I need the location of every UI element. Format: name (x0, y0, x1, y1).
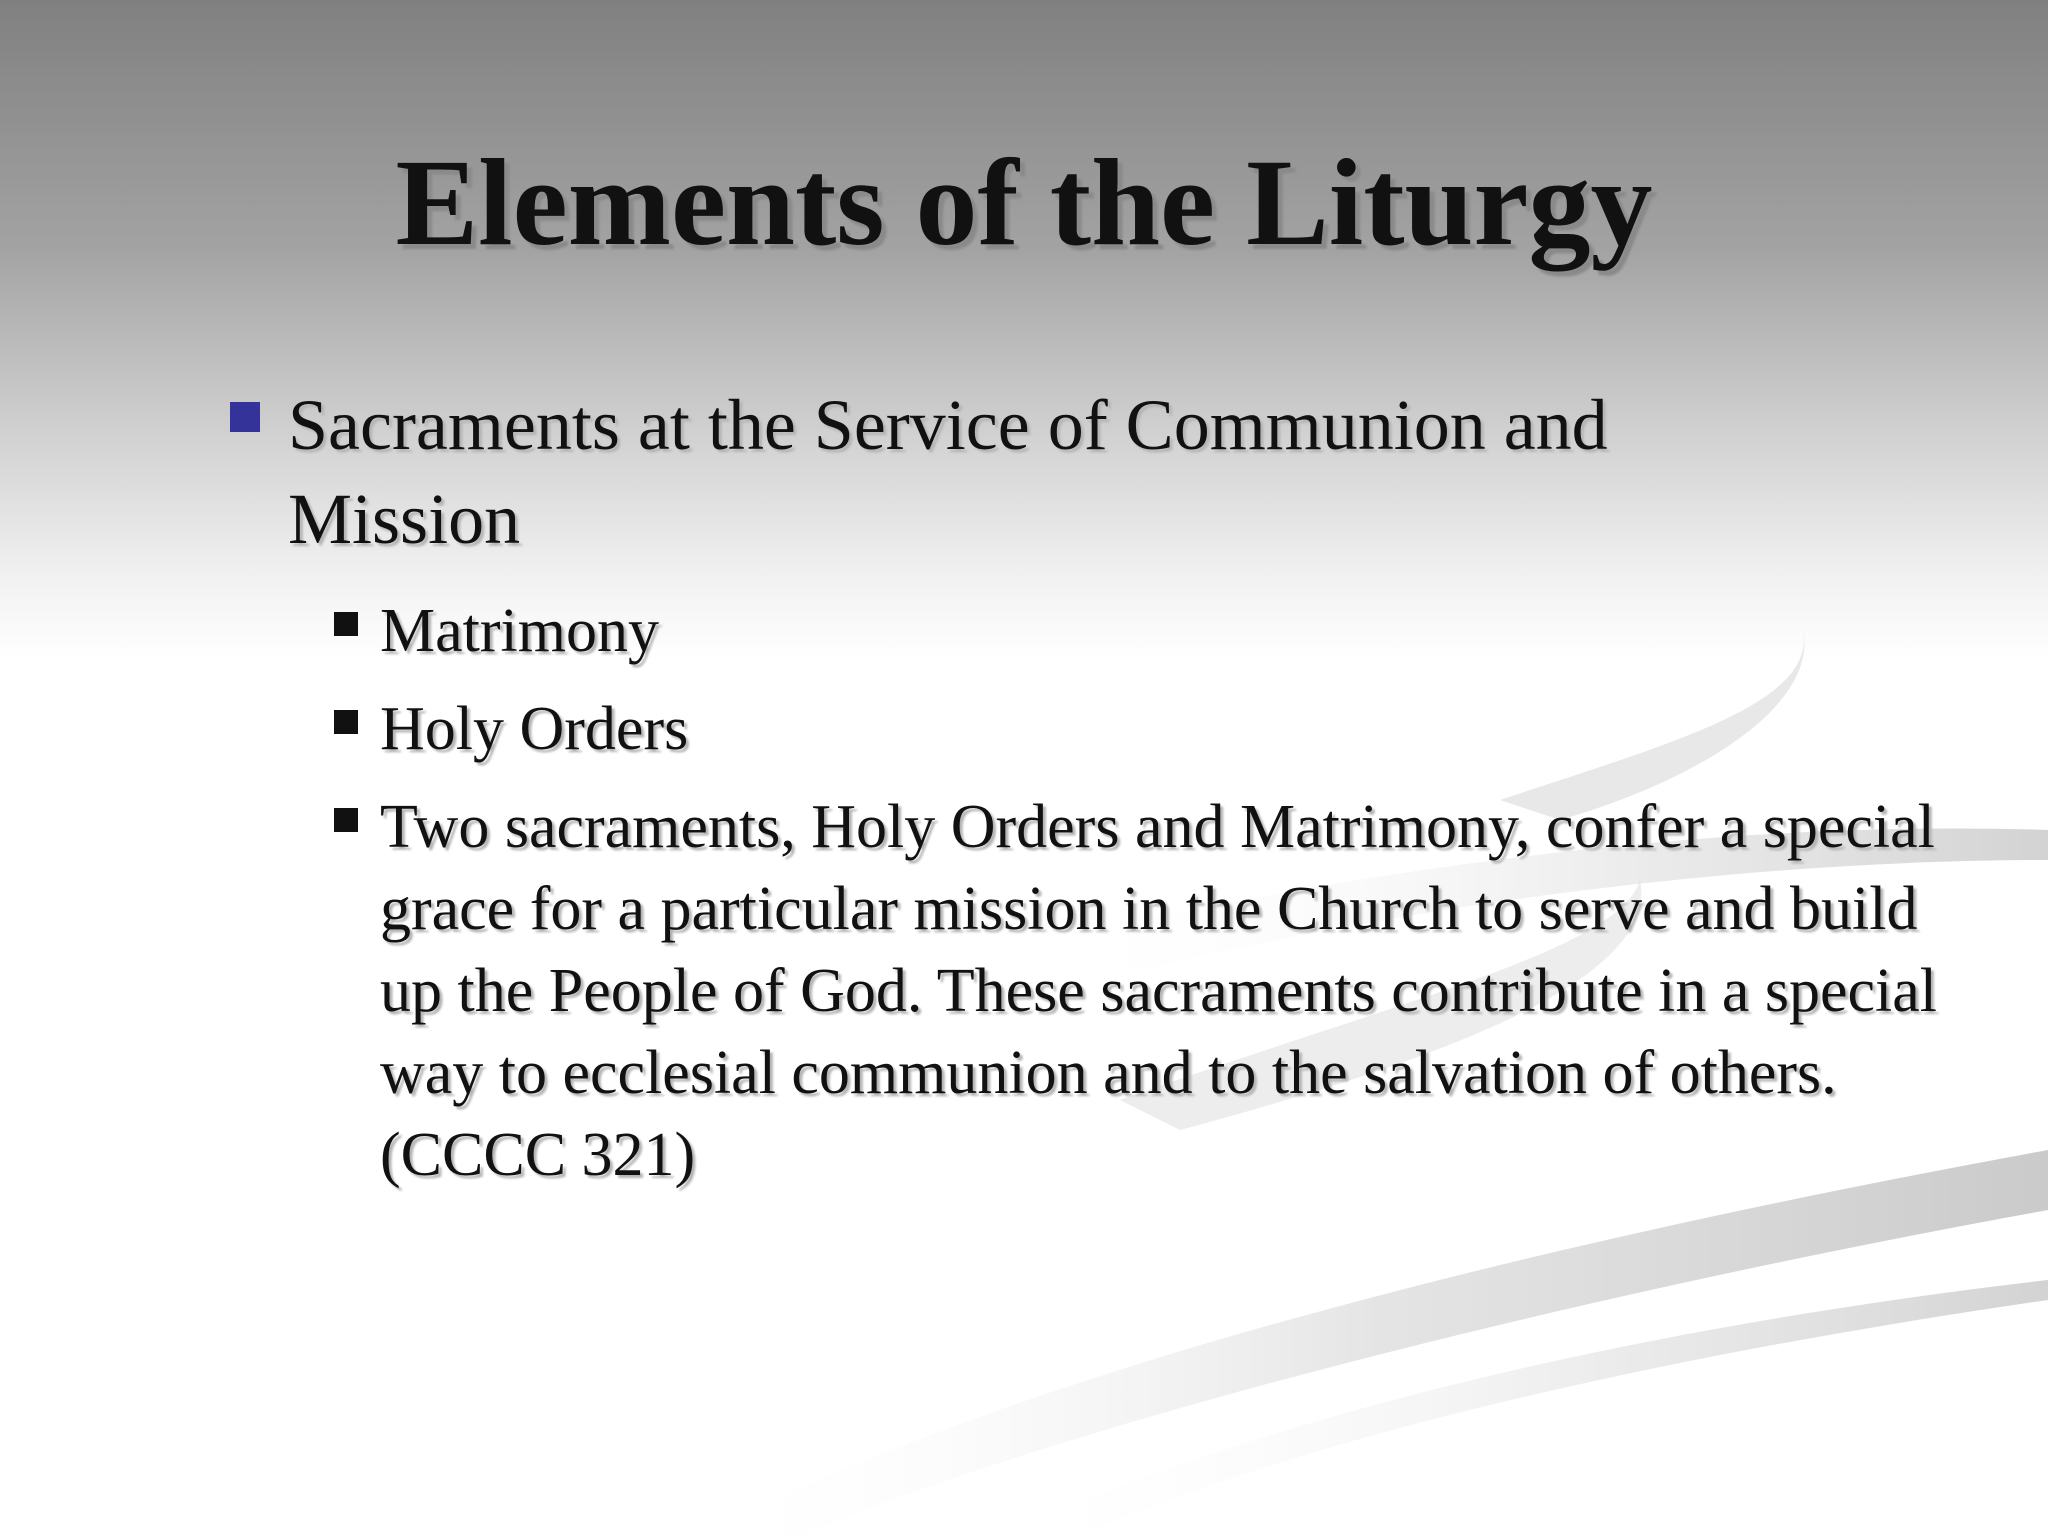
square-bullet-icon (334, 710, 358, 734)
bullet-text: Sacraments at the Service of Communion and Mission (288, 385, 1608, 559)
square-bullet-icon (230, 402, 260, 432)
square-bullet-icon (334, 808, 358, 832)
slide-title: Elements of the Liturgy (395, 134, 1653, 271)
sub-bullet-text: Two sacraments, Holy Orders and Matrimony, confer a special grace for a particular mission in the Church to serve and build up the People of God. These sacraments contribute in a special way to ecclesial communion and to the salvation of others. (CCCC 321) (380, 793, 1937, 1189)
sub-bullet-text: Matrimony (380, 597, 659, 665)
square-bullet-icon (334, 612, 358, 636)
sub-bullet-text: Holy Orders (380, 695, 689, 763)
